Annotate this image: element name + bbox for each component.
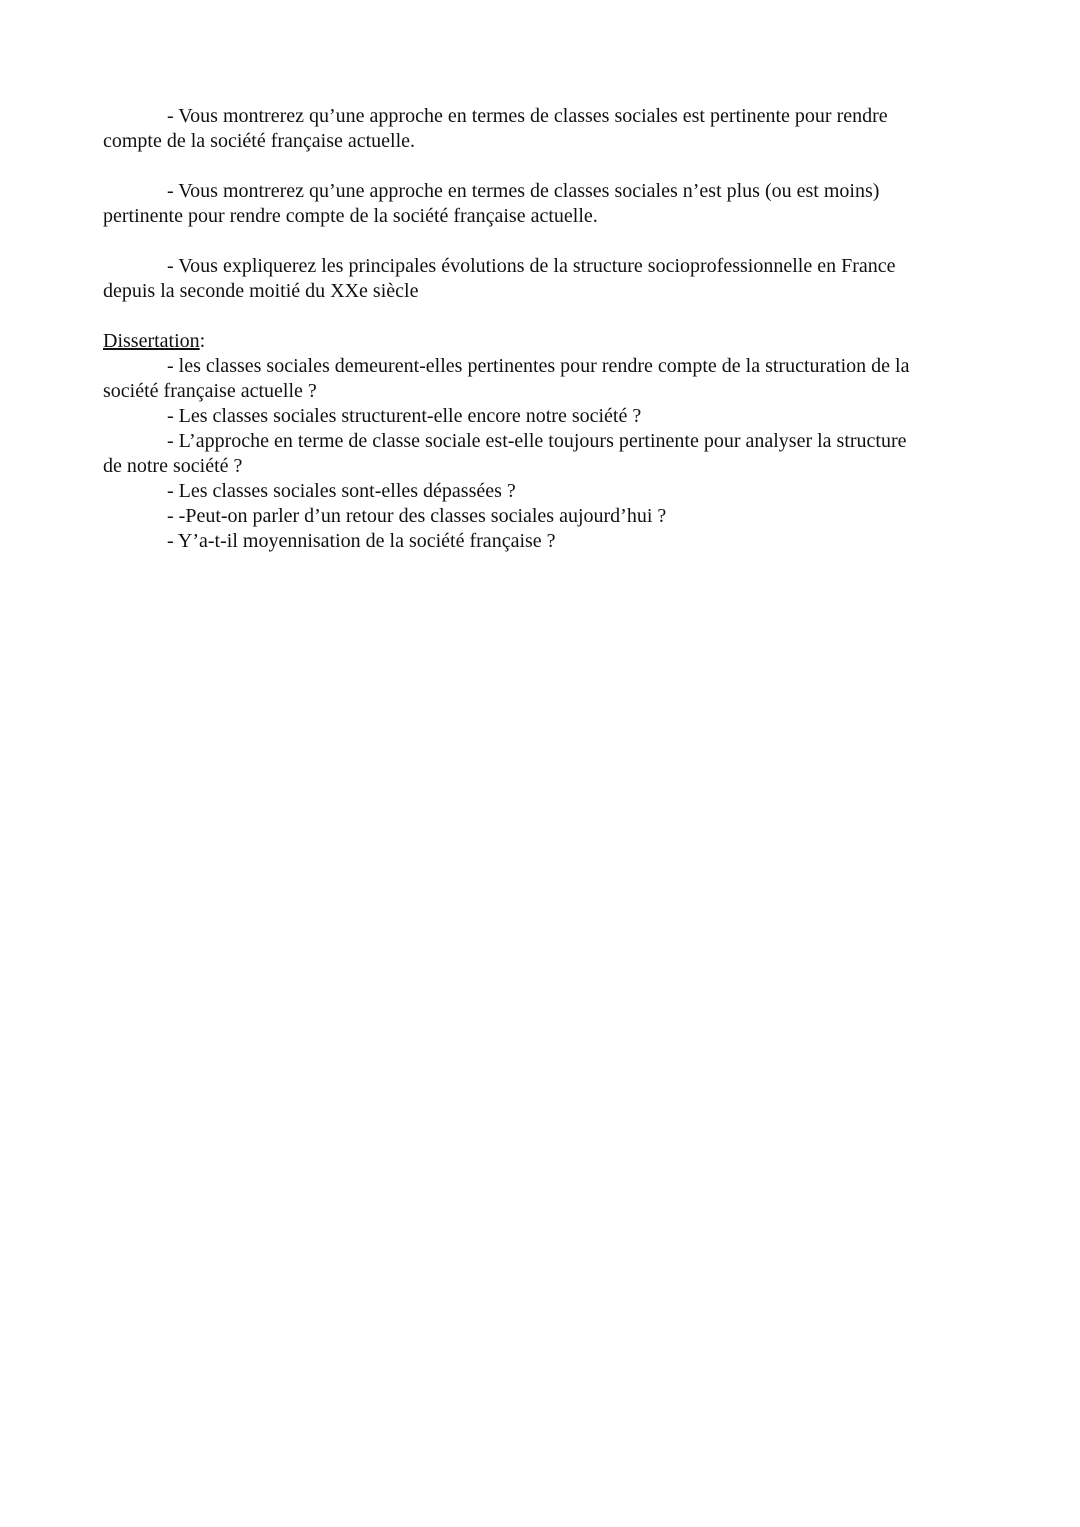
dissertation-section [103, 329, 983, 554]
subject-1-line-2: compte de la société française actuelle. [103, 130, 416, 152]
dissertation-item-6 [103, 529, 983, 554]
subject-1-line-1: - Vous montrerez qu’une approche en termes de classes sociales est pertinente pour rendre [167, 105, 888, 127]
subject-1 [103, 104, 983, 154]
dissertation-heading-colon: : [199, 330, 206, 352]
dissertation-item-5-line-1: - -Peut-on parler d’un retour des classes sociales aujourd’hui ? [167, 505, 667, 527]
dissertation-item-1-line-1: - les classes sociales demeurent-elles pertinentes pour rendre compte de la structuration de la [167, 355, 910, 377]
dissertation-item-1 [103, 354, 983, 404]
dissertation-item-3-line-2: de notre société ? [103, 455, 243, 477]
dissertation-heading: Dissertation [103, 330, 200, 352]
dissertation-item-2 [103, 404, 983, 429]
dissertation-item-6-line-1: - Y’a-t-il moyennisation de la société française ? [167, 530, 556, 552]
document-page [103, 104, 983, 554]
dissertation-item-1-line-2: société française actuelle ? [103, 380, 317, 402]
dissertation-item-2-line-1: - Les classes sociales structurent-elle encore notre société ? [167, 405, 642, 427]
subject-3-line-2: depuis la seconde moitié du XXe siècle [103, 280, 419, 302]
subject-2-line-1: - Vous montrerez qu’une approche en termes de classes sociales n’est plus (ou est moins) [167, 180, 880, 202]
subject-2-line-2: pertinente pour rendre compte de la société française actuelle. [103, 205, 598, 227]
subject-3 [103, 254, 983, 304]
dissertation-heading-line [103, 329, 983, 354]
dissertation-item-3-line-1: - L’approche en terme de classe sociale est-elle toujours pertinente pour analyser la structure [167, 430, 907, 452]
dissertation-item-3 [103, 429, 983, 479]
dissertation-item-5 [103, 504, 983, 529]
dissertation-list [103, 354, 983, 554]
dissertation-item-4-line-1: - Les classes sociales sont-elles dépassées ? [167, 480, 516, 502]
subject-3-line-1: - Vous expliquerez les principales évolutions de la structure socioprofessionnelle en France [167, 255, 896, 277]
dissertation-item-4 [103, 479, 983, 504]
subject-2 [103, 179, 983, 229]
